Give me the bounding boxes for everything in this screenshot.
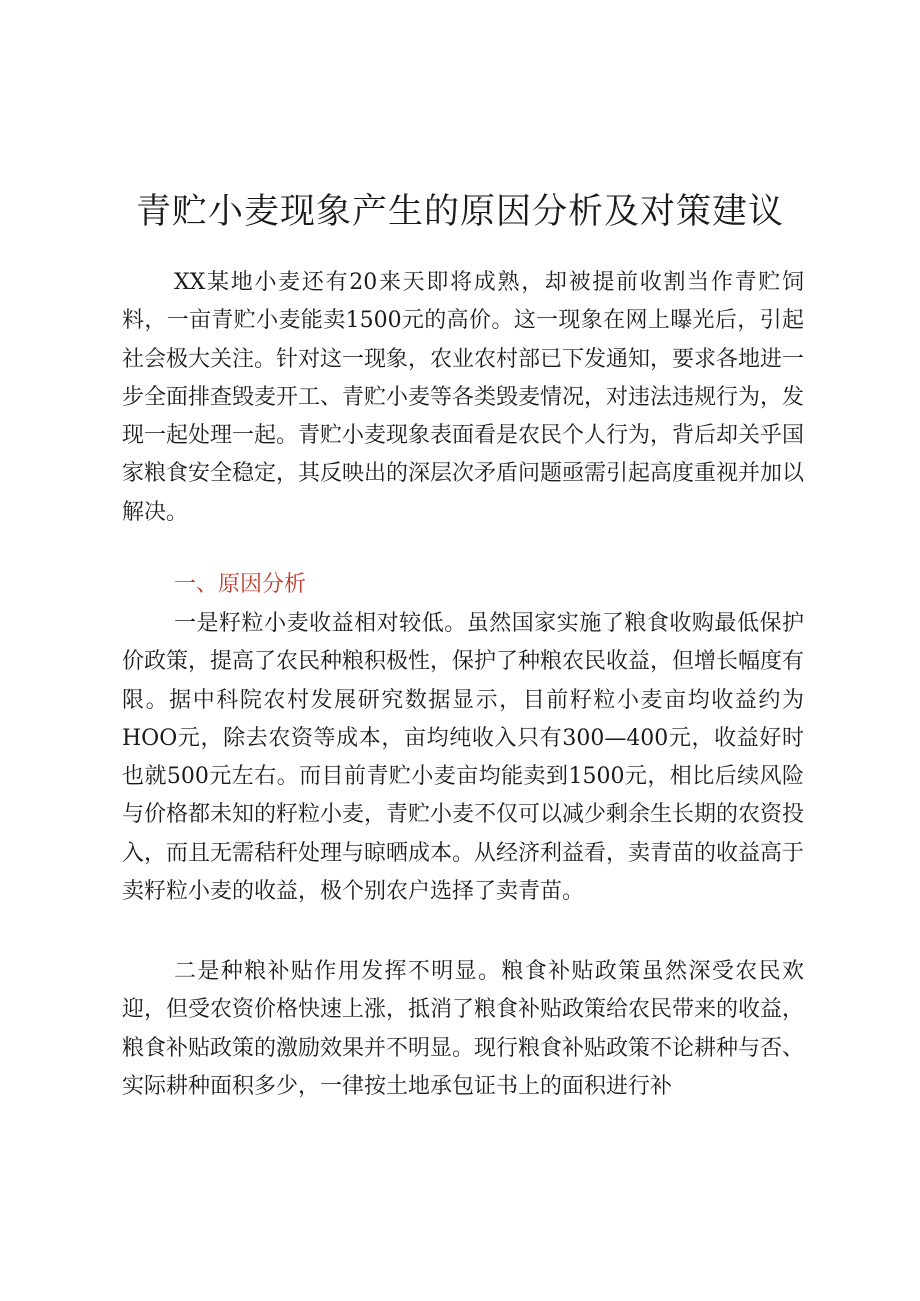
intro-paragraph: XX某地小麦还有20来天即将成熟，却被提前收割当作青贮饲料，一亩青贮小麦能卖1500元的高价。这一现象在网上曝光后，引起社会极大关注。针对这一现象，农业农村部已下发通知，要求各地进一步全面排查毁麦开工、青贮小麦等各类毁麦情况，对违法违规行为，发现一起处理一起。青贮小麦现象表面看是农民个人行为，背后却关乎国家粮食安全稳定，其反映出的深层次矛盾问题亟需引起高度重视并加以解决。 [122, 270, 805, 525]
paragraph-point-two: 二是种粮补贴作用发挥不明显。粮食补贴政策虽然深受农民欢迎，但受农资价格快速上涨，抵消了粮食补贴政策给农民带来的收益，粮食补贴政策的激励效果并不明显。现行粮食补贴政策不论耕种与否、实际耕种面积多少，一律按土地承包证书上的面积进行补 [122, 959, 805, 1099]
section-heading-cause-analysis: 一、原因分析 [174, 572, 307, 597]
paragraph-point-one: 一是籽粒小麦收益相对较低。虽然国家实施了粮食收购最低保护价政策，提高了农民种粮积极性，保护了种粮农民收益，但增长幅度有限。据中科院农村发展研究数据显示，目前籽粒小麦亩均收益约为HOO元，除去农资等成本，亩均纯收入只有300—400元，收益好时也就500元左右。而目前青贮小麦亩均能卖到1500元，相比后续风险与价格都未知的籽粒小麦，青贮小麦不仅可以减少剩余生长期的农资投入，而且无需秸秆处理与晾晒成本。从经济利益看，卖青苗的收益高于卖籽粒小麦的收益，极个别农户选择了卖青苗。 [122, 611, 805, 905]
document-title: 青贮小麦现象产生的原因分析及对策建议 [135, 192, 784, 232]
